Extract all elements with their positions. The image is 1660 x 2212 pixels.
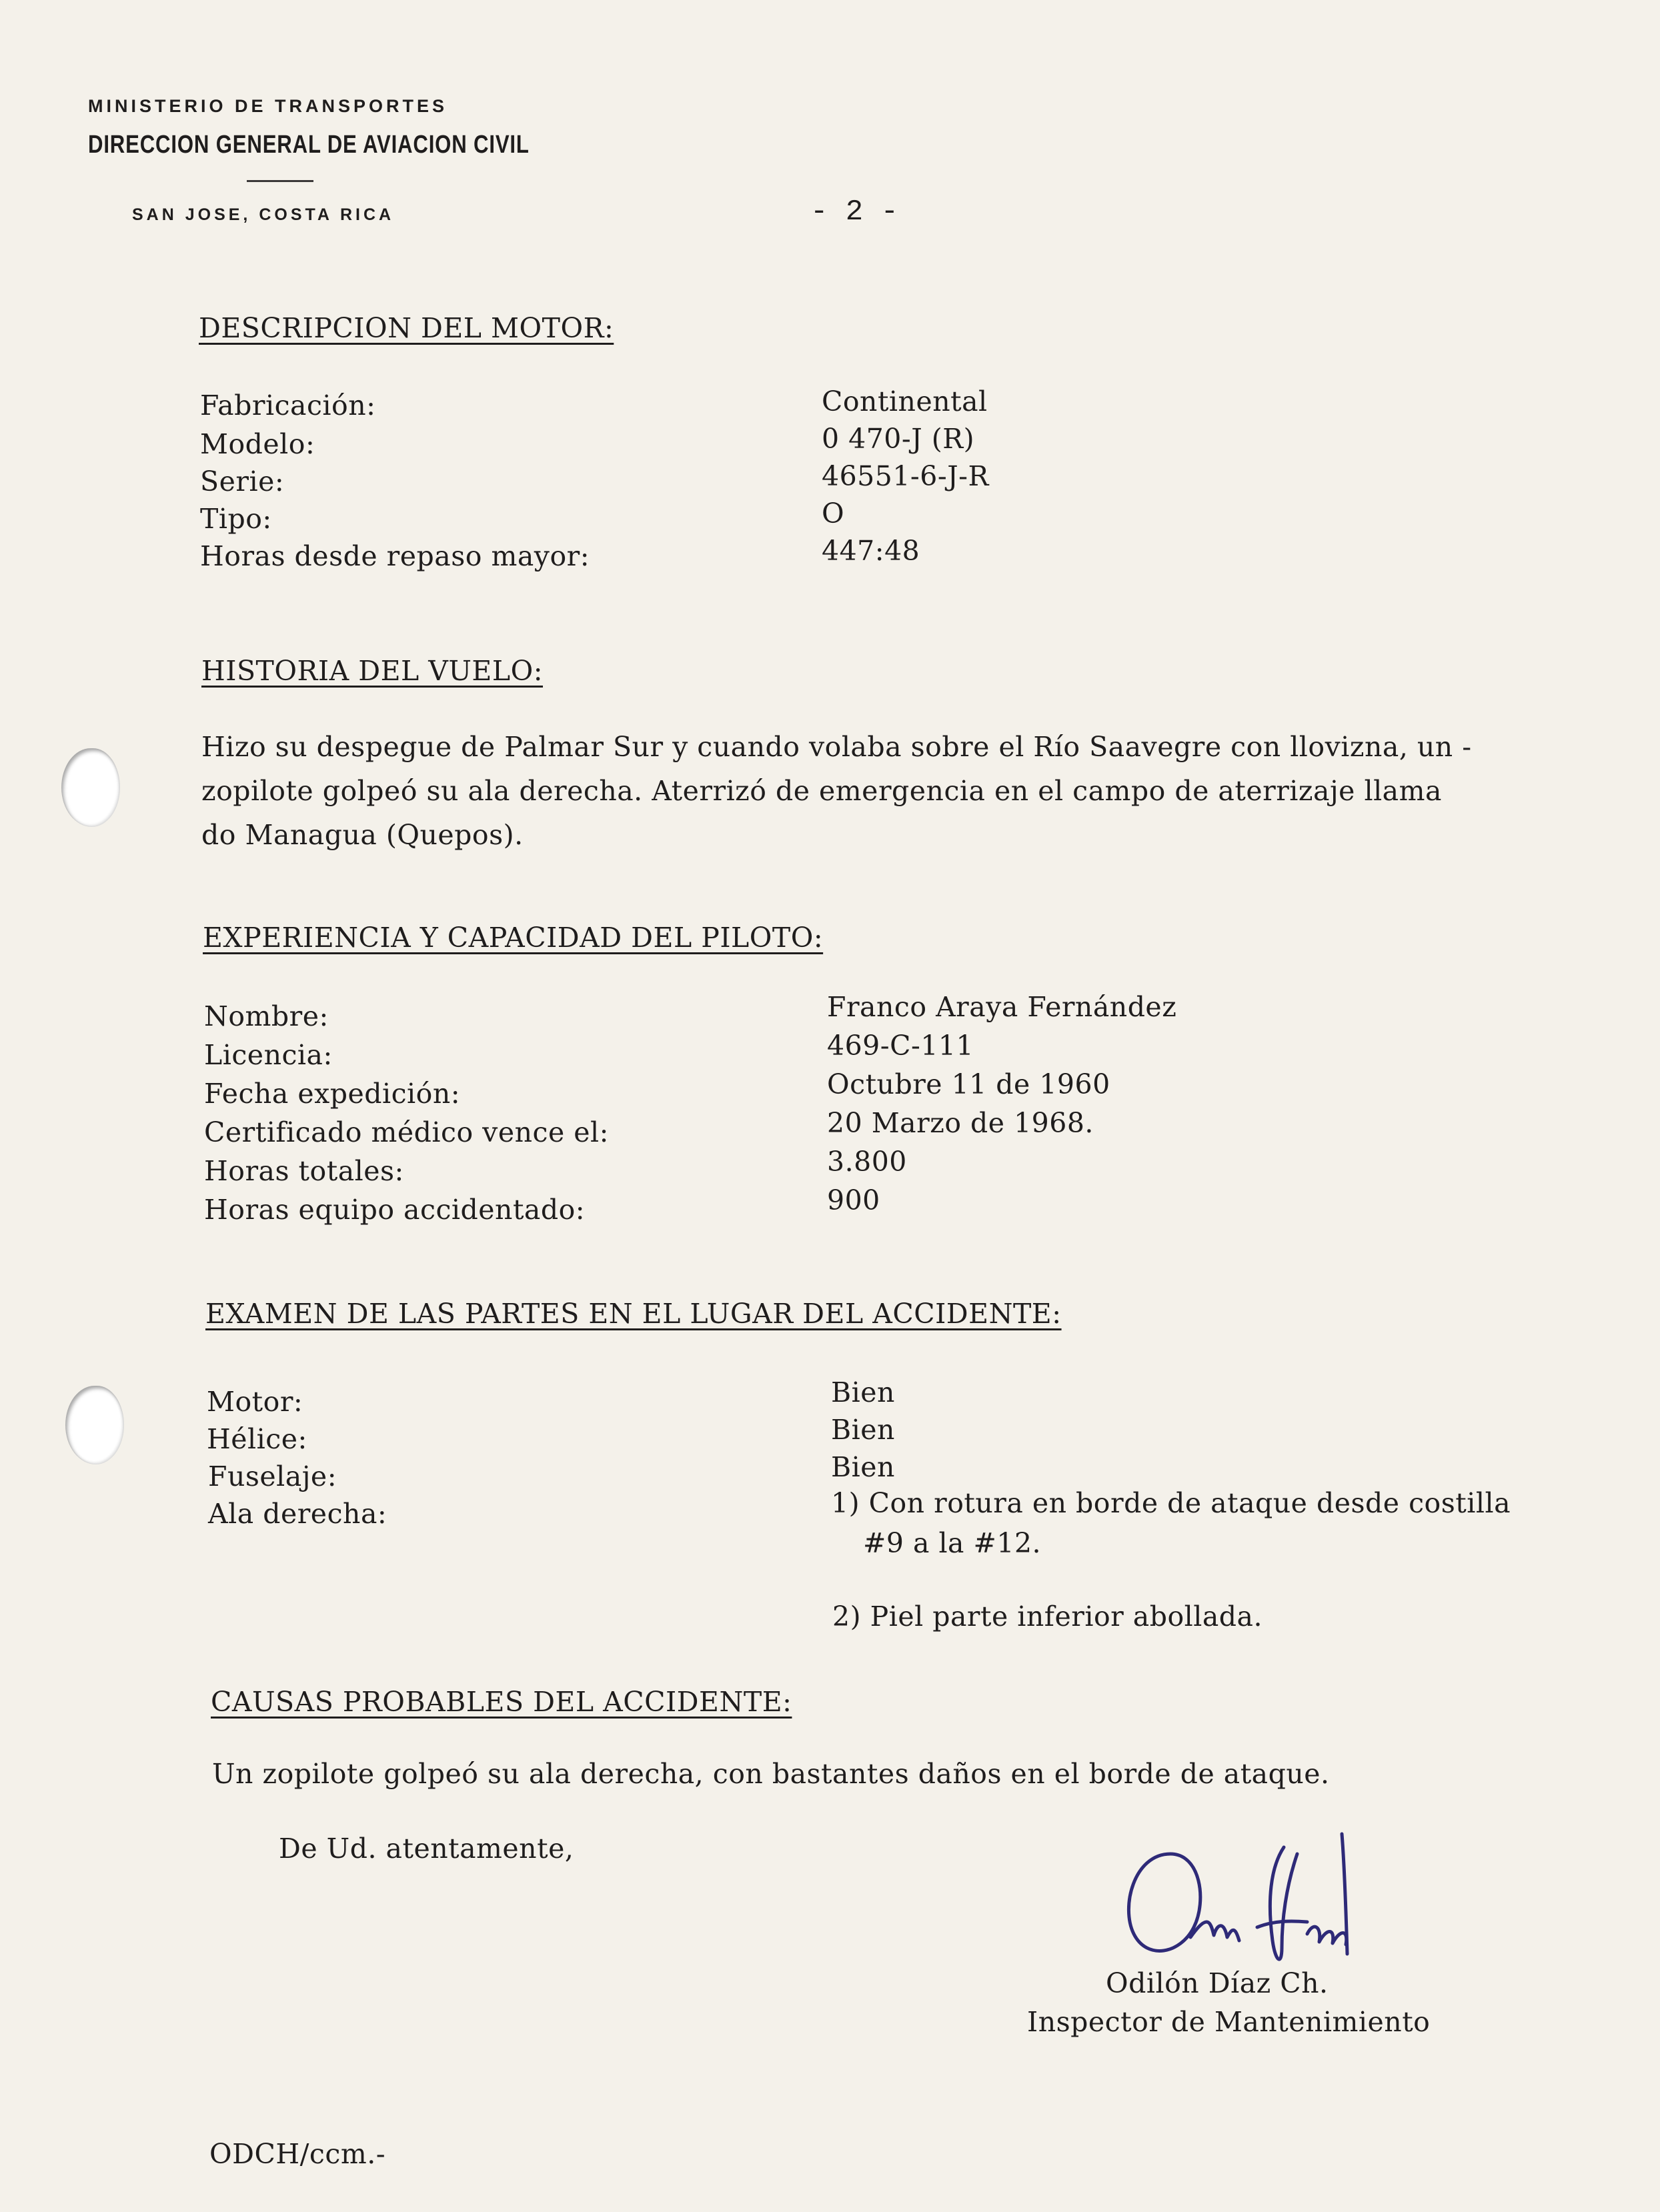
- motor-label-tipo: Tipo:: [200, 503, 272, 535]
- piloto-label-horas-equipo: Horas equipo accidentado:: [204, 1194, 586, 1226]
- examen-value-ala-cont: #9 a la #12.: [863, 1527, 1042, 1559]
- page-number: - 2 -: [810, 195, 899, 229]
- examen-value-ala-item2: 2) Piel parte inferior abollada.: [832, 1600, 1263, 1632]
- examen-value-fuselaje: Bien: [831, 1451, 895, 1483]
- examen-value-ala: 1) Con rotura en borde de ataque desde costilla: [831, 1487, 1511, 1519]
- motor-value-tipo: O: [822, 497, 845, 529]
- signer-name: Odilón Díaz Ch.: [1106, 1967, 1329, 1999]
- historia-line-1: Hizo su despegue de Palmar Sur y cuando volaba sobre el Río Saavegre con llovizna, un -: [201, 731, 1472, 763]
- piloto-value-horas-totales: 3.800: [827, 1146, 907, 1178]
- letterhead-direccion: DIRECCION GENERAL DE AVIACION CIVIL: [88, 131, 530, 159]
- motor-label-horas: Horas desde repaso mayor:: [200, 540, 590, 572]
- piloto-value-horas-equipo: 900: [827, 1184, 880, 1216]
- examen-label-fuselaje: Fuselaje:: [208, 1460, 337, 1492]
- section-heading-motor: DESCRIPCION DEL MOTOR:: [199, 312, 614, 344]
- punch-hole-top: [61, 748, 120, 827]
- motor-value-horas: 447:48: [822, 535, 920, 567]
- examen-label-motor: Motor:: [207, 1386, 303, 1418]
- section-heading-historia: HISTORIA DEL VUELO:: [201, 655, 544, 687]
- examen-value-helice: Bien: [831, 1414, 895, 1446]
- causas-text: Un zopilote golpeó su ala derecha, con bastantes daños en el borde de ataque.: [212, 1758, 1330, 1790]
- motor-label-serie: Serie:: [200, 465, 285, 497]
- piloto-value-fecha: Octubre 11 de 1960: [827, 1068, 1110, 1100]
- closing-text: De Ud. atentamente,: [279, 1833, 574, 1865]
- section-heading-piloto: EXPERIENCIA Y CAPACIDAD DEL PILOTO:: [203, 922, 824, 954]
- piloto-value-certificado: 20 Marzo de 1968.: [827, 1107, 1094, 1139]
- letterhead-city: SAN JOSE, COSTA RICA: [132, 205, 395, 224]
- historia-line-2: zopilote golpeó su ala derecha. Aterrizó de emergencia en el campo de aterrizaje llama: [201, 775, 1442, 807]
- letterhead-ministry: MINISTERIO DE TRANSPORTES: [88, 96, 448, 116]
- examen-label-helice: Hélice:: [207, 1423, 307, 1455]
- motor-value-modelo: 0 470-J (R): [822, 423, 975, 455]
- punch-hole-bottom: [65, 1386, 124, 1464]
- piloto-label-nombre: Nombre:: [204, 1000, 329, 1032]
- reference-initials: ODCH/ccm.-: [209, 2138, 386, 2170]
- section-heading-examen: EXAMEN DE LAS PARTES EN EL LUGAR DEL ACCIDENTE:: [205, 1298, 1062, 1330]
- piloto-label-certificado: Certificado médico vence el:: [204, 1116, 609, 1148]
- piloto-value-licencia: 469-C-111: [827, 1030, 974, 1062]
- motor-label-fabricacion: Fabricación:: [200, 389, 376, 421]
- examen-value-motor: Bien: [831, 1376, 895, 1408]
- piloto-label-horas-totales: Horas totales:: [204, 1155, 404, 1187]
- letterhead-rule: [247, 180, 313, 182]
- section-heading-causas: CAUSAS PROBABLES DEL ACCIDENTE:: [211, 1686, 792, 1718]
- examen-label-ala: Ala derecha:: [208, 1498, 387, 1530]
- piloto-value-nombre: Franco Araya Fernández: [827, 991, 1177, 1023]
- piloto-label-licencia: Licencia:: [204, 1039, 333, 1071]
- motor-label-modelo: Modelo:: [200, 428, 315, 460]
- historia-line-3: do Managua (Quepos).: [201, 819, 524, 851]
- motor-value-fabricacion: Continental: [822, 385, 988, 417]
- piloto-label-fecha: Fecha expedición:: [204, 1078, 461, 1110]
- signer-title: Inspector de Mantenimiento: [1027, 2006, 1431, 2038]
- motor-value-serie: 46551-6-J-R: [822, 460, 989, 492]
